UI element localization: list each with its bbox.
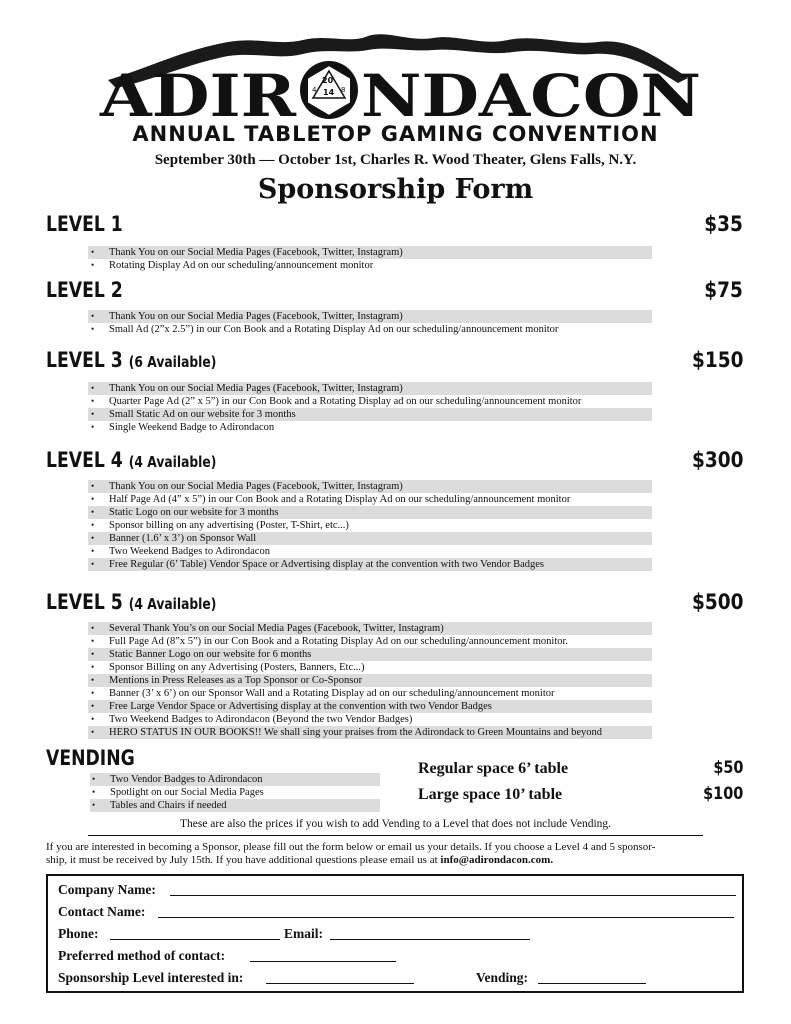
mountain-logo-icon bbox=[88, 28, 708, 128]
list-item: • Two Weekend Badges to Adirondacon (Beyond the two Vendor Badges) bbox=[88, 713, 652, 726]
company-name-field[interactable] bbox=[170, 882, 736, 896]
divider bbox=[88, 835, 703, 836]
email-field[interactable] bbox=[330, 926, 530, 940]
list-item: • Free Large Vendor Space or Advertising display at the convention with two Vendor Badges bbox=[88, 700, 652, 713]
svg-text:8: 8 bbox=[341, 86, 346, 94]
svg-text:4: 4 bbox=[312, 86, 317, 94]
list-item: • Mentions in Press Releases as a Top Sponsor or Co-Sponsor bbox=[88, 674, 652, 687]
list-item: • Full Page Ad (8”x 5”) in our Con Book and a Rotating Display Ad on our scheduling/announcement monitor. bbox=[88, 635, 652, 648]
preferred-contact-field[interactable] bbox=[250, 948, 396, 962]
svg-text:14: 14 bbox=[323, 88, 335, 97]
regular-space-price: $50 bbox=[712, 758, 743, 778]
level-2-benefits bbox=[88, 310, 652, 336]
sponsor-form bbox=[46, 874, 744, 993]
sponsorship-level-label: Sponsorship Level interested in: bbox=[58, 970, 244, 985]
contact-email-link[interactable]: info@adirondacon.com. bbox=[440, 854, 554, 866]
svg-text:ADIR: ADIR bbox=[98, 62, 297, 128]
list-item: • Thank You on our Social Media Pages (Facebook, Twitter, Instagram) bbox=[88, 246, 652, 259]
svg-text:20: 20 bbox=[322, 76, 334, 85]
list-item: • Static Banner Logo on our website for 6 months bbox=[88, 648, 652, 661]
list-item: • Single Weekend Badge to Adirondacon bbox=[88, 421, 652, 434]
list-item: • Small Static Ad on our website for 3 months bbox=[88, 408, 652, 421]
level-4-benefits bbox=[88, 480, 652, 571]
regular-space-label: Regular space 6’ table bbox=[418, 760, 569, 777]
list-item: • Sponsor Billing on any Advertising (Posters, Banners, Etc...) bbox=[88, 661, 652, 674]
level-1-price: $35 bbox=[704, 212, 743, 236]
list-item: • Static Logo on our website for 3 months bbox=[88, 506, 652, 519]
level-3-price: $150 bbox=[691, 348, 743, 372]
phone-label: Phone: bbox=[58, 926, 99, 941]
preferred-contact-label: Preferred method of contact: bbox=[58, 948, 226, 963]
list-item: • Small Ad (2”x 2.5”) in our Con Book and a Rotating Display Ad on our scheduling/announcement monitor bbox=[88, 323, 652, 336]
vending-note: These are also the prices if you wish to add Vending to a Level that does not include Vending. bbox=[179, 818, 612, 830]
list-item: • Two Weekend Badges to Adirondacon bbox=[88, 545, 652, 558]
level-2-heading: LEVEL 2 bbox=[46, 278, 123, 302]
list-item: • Thank You on our Social Media Pages (Facebook, Twitter, Instagram) bbox=[88, 310, 652, 323]
phone-field[interactable] bbox=[110, 926, 280, 940]
level-4-price: $300 bbox=[691, 448, 743, 472]
adirondacon-logo bbox=[88, 28, 708, 128]
level-5-benefits bbox=[88, 622, 652, 739]
list-item: • HERO STATUS IN OUR BOOKS!! We shall sing your praises from the Adirondack to Green Mountains and beyond bbox=[88, 726, 652, 739]
list-item: • Banner (1.6’ x 3’) on Sponsor Wall bbox=[88, 532, 652, 545]
list-item: • Rotating Display Ad on our scheduling/announcement monitor bbox=[88, 259, 652, 272]
level-5-price: $500 bbox=[691, 590, 743, 614]
list-item: • Banner (3’ x 6’) on our Sponsor Wall and a Rotating Display ad on our scheduling/announcement monitor bbox=[88, 687, 652, 700]
list-item: • Free Regular (6’ Table) Vendor Space or Advertising display at the convention with two Vendor Badges bbox=[88, 558, 652, 571]
level-1-benefits bbox=[88, 246, 652, 272]
list-item: • Several Thank You’s on our Social Media Pages (Facebook, Twitter, Instagram) bbox=[88, 622, 652, 635]
level-5-heading: LEVEL 5 (4 Available) bbox=[46, 590, 217, 614]
instructions: If you are interested in becoming a Sponsor, please fill out the form below or email us your details. If you choose a Level 4 and 5 sponsor- ship, it must be received by July 15th. If you have additional questions please email us at info@adirondacon.com. bbox=[46, 841, 656, 866]
company-name-label: Company Name: bbox=[58, 882, 156, 897]
level-4-heading: LEVEL 4 (4 Available) bbox=[46, 448, 217, 472]
level-3-benefits bbox=[88, 382, 652, 434]
page-title: Sponsorship Form bbox=[257, 174, 534, 205]
vending-field[interactable] bbox=[538, 970, 646, 984]
sponsorship-level-field[interactable] bbox=[266, 970, 414, 984]
vending-label: Vending: bbox=[476, 970, 529, 985]
list-item: • Half Page Ad (4” x 5”) in our Con Book and a Rotating Display Ad on our scheduling/announcement monitor bbox=[88, 493, 652, 506]
vending-benefits bbox=[90, 773, 380, 812]
level-1-heading: LEVEL 1 bbox=[46, 212, 123, 236]
contact-name-field[interactable] bbox=[158, 904, 734, 918]
list-item: • Thank You on our Social Media Pages (Facebook, Twitter, Instagram) bbox=[88, 382, 652, 395]
level-2-price: $75 bbox=[704, 278, 743, 302]
level-3-heading: LEVEL 3 (6 Available) bbox=[46, 348, 217, 372]
list-item: • Sponsor billing on any advertising (Poster, T-Shirt, etc...) bbox=[88, 519, 652, 532]
list-item: • Spotlight on our Social Media Pages bbox=[90, 786, 380, 799]
large-space-label: Large space 10’ table bbox=[418, 786, 563, 803]
contact-name-label: Contact Name: bbox=[58, 904, 146, 919]
large-space-price: $100 bbox=[702, 784, 743, 804]
event-dates: September 30th — October 1st, Charles R. Wood Theater, Glens Falls, N.Y. bbox=[154, 152, 637, 168]
vending-heading: VENDING bbox=[46, 746, 135, 770]
list-item: • Thank You on our Social Media Pages (Facebook, Twitter, Instagram) bbox=[88, 480, 652, 493]
convention-subtitle: ANNUAL TABLETOP GAMING CONVENTION bbox=[132, 122, 659, 146]
list-item: • Two Vendor Badges to Adirondacon bbox=[90, 773, 380, 786]
email-label: Email: bbox=[284, 926, 323, 941]
list-item: • Tables and Chairs if needed bbox=[90, 799, 380, 812]
svg-text:NDACON: NDACON bbox=[361, 62, 701, 128]
list-item: • Quarter Page Ad (2” x 5”) in our Con Book and a Rotating Display ad on our scheduling/announcement monitor bbox=[88, 395, 652, 408]
